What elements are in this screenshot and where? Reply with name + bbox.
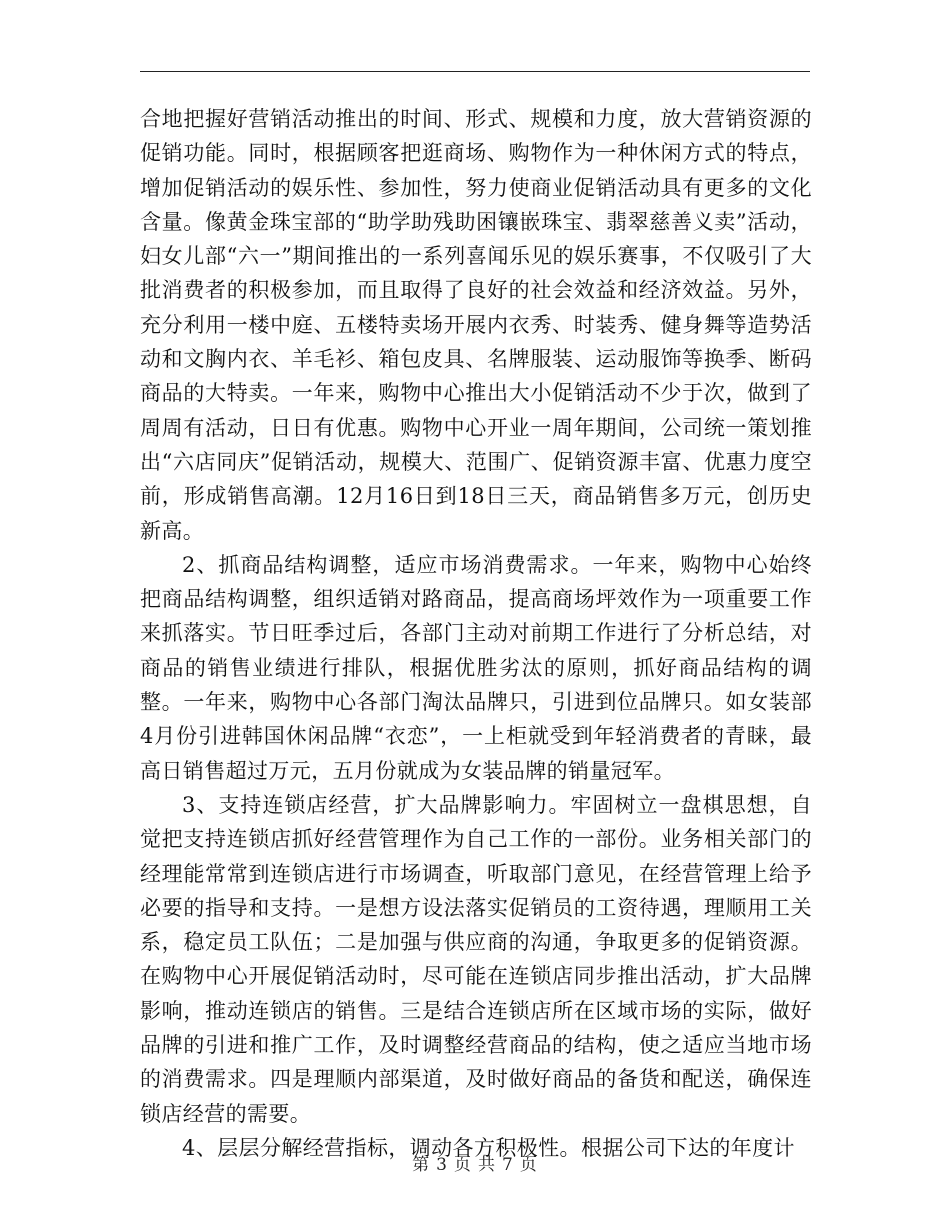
current-page-number: 3 [436,1155,448,1175]
paragraph-continued: 合地把握好营销活动推出的时间、形式、规模和力度，放大营销资源的促销功能。同时，根据顾客把逛商场、购物作为一种休闲方式的特点，增加促销活动的娱乐性、参加性，努力使商业促销活动具有更多的文化含量。像黄金珠宝部的“助学助残助困镶嵌珠宝、翡翠慈善义卖”活动，妇女儿部“六一”期间推出的一系列喜闻乐见的娱乐赛事，不仅吸引了大批消费者的积极参加，而且取得了良好的社会效益和经济效益。另外，充分利用一楼中庭、五楼特卖场开展内衣秀、时装秀、健身舞等造势活动和文胸内衣、羊毛衫、箱包皮具、名牌服装、运动服饰等换季、断码商品的大特卖。一年来，购物中心推出大小促销活动不少于次，做到了周周有活动，日日有优惠。购物中心开业一周年期间，公司统一策划推出“六店同庆”促销活动，规模大、范围广、促销资源丰富、优惠力度空前，形成销售高潮。12月16日到18日三天，商品销售多万元，创历史新高。 [140,107,812,543]
paragraph-3: 3、支持连锁店经营，扩大品牌影响力。牢固树立一盘棋思想，自觉把支持连锁店抓好经营管理作为自己工作的一部份。业务相关部门的经理能常常到连锁店进行市场调查，听取部门意见，在经营管理上给予必要的指导和支持。一是想方设法落实促销员的工资待遇，理顺用工关系，稳定员工队伍；二是加强与供应商的沟通，争取更多的促销资源。在购物中心开展促销活动时，尽可能在连锁店同步推出活动，扩大品牌影响，推动连锁店的销售。三是结合连锁店所在区域市场的实际，做好品牌的引进和推广工作，及时调整经营商品的结构，使之适应当地市场的消费需求。四是理顺内部渠道，及时做好商品的备货和配送，确保连锁店经营的需要。 [140,792,812,1126]
header-rule [140,71,810,72]
document-body [140,102,812,1165]
footer-total-word: 共 [478,1155,496,1175]
footer-page-word: 页 [454,1155,472,1175]
page-footer [0,1150,950,1175]
footer-suffix: 页 [519,1155,538,1175]
paragraph-2: 2、抓商品结构调整，适应市场消费需求。一年来，购物中心始终把商品结构调整，组织适销对路商品，提高商场坪效作为一项重要工作来抓落实。节日旺季过后，各部门主动对前期工作进行了分析总结，对商品的销售业绩进行排队，根据优胜劣汰的原则，抓好商品结构的调整。一年来，购物中心各部门淘汰品牌只，引进到位品牌只。如女装部4月份引进韩国休闲品牌“衣恋”，一上柜就受到年轻消费者的青睐，最高日销售超过万元，五月份就成为女装品牌的销量冠军。 [140,552,812,783]
footer-prefix: 第 [412,1155,431,1175]
paragraph-4: 4、层层分解经营指标，调动各方积极性。根据公司下达的年度计 [182,1135,795,1160]
total-pages-number: 7 [502,1155,514,1175]
